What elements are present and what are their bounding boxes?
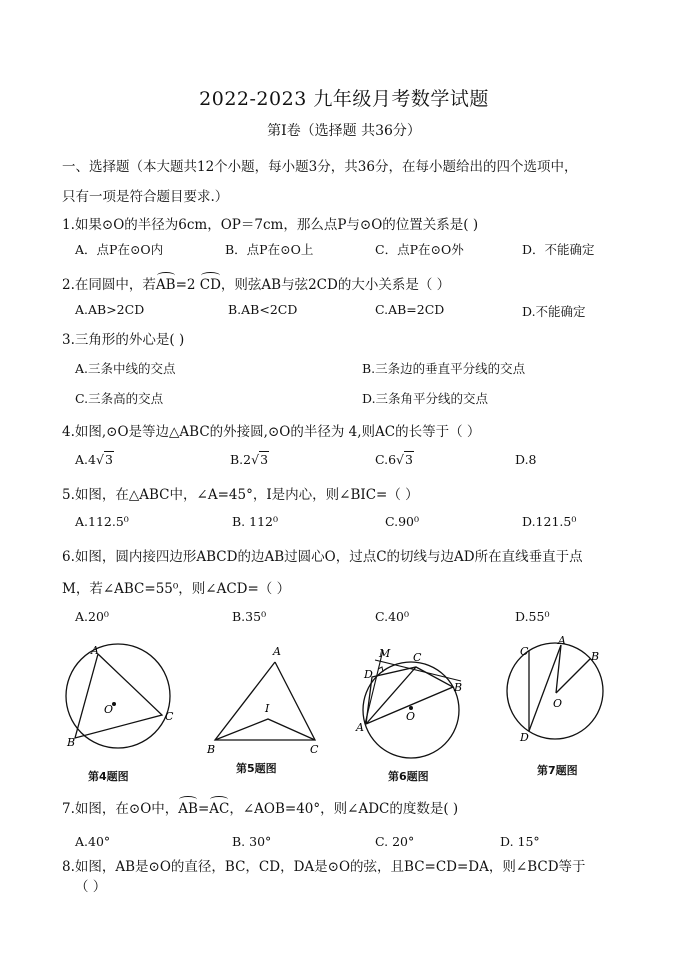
q3-option-a: A.三条中线的交点 [75, 361, 176, 376]
q4-option-b: B.2√3 [230, 452, 269, 467]
fig7-label-b: B [591, 650, 600, 663]
fig5-label-c: C [310, 743, 319, 756]
fig5-label-i: I [265, 702, 270, 715]
q6-option-c: C.40⁰ [375, 609, 410, 624]
q6-stem-line2: M，若∠ABC=55⁰，则∠ACD=（ ） [62, 581, 291, 597]
section-instructions-line2: 只有一项是符合题目要求.） [62, 189, 229, 205]
fig4-label-b: B [67, 736, 76, 749]
q1-option-d: D．不能确定 [522, 242, 595, 257]
figure-6 [352, 640, 477, 765]
figure-7 [500, 634, 625, 765]
fig7-label-d: D [520, 731, 529, 744]
page-title: 2022-2023 九年级月考数学试题 [199, 88, 489, 110]
q6-option-d: D.55⁰ [515, 609, 550, 624]
q5-stem: 5.如图，在△ABC中，∠A=45°，I是内心，则∠BIC=（ ） [62, 487, 419, 503]
arc-ac: AC [209, 801, 230, 817]
q6-option-a: A.20⁰ [75, 609, 109, 624]
q7-option-d: D. 15° [500, 834, 540, 849]
figure-5-caption: 第5题图 [236, 762, 277, 775]
q7-stem-eq: = [197, 801, 210, 817]
fig7-label-o: O [553, 697, 563, 710]
q4-option-a: A.4√3 [75, 452, 113, 467]
q3-option-d: D.三条角平分线的交点 [362, 391, 489, 406]
q2-stem-pre: 2.在同圆中，若 [62, 277, 156, 293]
fig6-label-o: O [406, 710, 416, 723]
fig7-label-c: C [520, 645, 529, 658]
q1-option-c: C．点P在⊙O外 [375, 242, 464, 257]
q1-option-b: B．点P在⊙O上 [225, 242, 314, 257]
q7-stem-post: ，∠AOB=40°，则∠ADC的度数是( ) [229, 801, 459, 817]
q7-option-a: A.40° [75, 834, 111, 849]
arc-ab: AB [155, 277, 176, 293]
q3-option-c: C.三条高的交点 [75, 391, 164, 406]
figure-4-caption: 第4题图 [88, 770, 129, 783]
fig4-label-a: A [91, 644, 99, 657]
q5-option-b: B. 112⁰ [232, 514, 279, 529]
q1-stem: 1.如果⊙O的半径为6cm，OP＝7cm，那么点P与⊙O的位置关系是( ) [62, 217, 479, 233]
fig7-label-a: A [558, 634, 566, 647]
q2-option-b: B.AB<2CD [228, 302, 298, 317]
fig5-label-a: A [273, 645, 281, 658]
fig6-label-d: D [364, 668, 373, 681]
q2-option-a: A.AB>2CD [75, 302, 145, 317]
figure-4 [58, 640, 188, 765]
arc-cd: CD [199, 277, 221, 293]
q3-stem: 3.三角形的外心是( ) [62, 332, 185, 348]
q8-stem-line2: （ ） [75, 879, 107, 895]
fig4-label-c: C [165, 710, 174, 723]
q4-stem: 4.如图,⊙O是等边△ABC的外接圆,⊙O的半径为 4,则AC的长等于（ ） [62, 424, 481, 440]
q2-option-d: D.不能确定 [522, 304, 586, 319]
arc-ab-q7: AB [178, 801, 198, 817]
q2-stem-post: ，则弦AB与弦2CD的大小关系是（ ） [220, 277, 451, 293]
q2-stem [62, 273, 450, 293]
fig6-label-a: A [356, 721, 364, 734]
q2-option-c: C.AB=2CD [375, 302, 445, 317]
fig6-label-b: B [454, 681, 463, 694]
figure-6-caption: 第6题图 [388, 770, 429, 783]
q4-option-d: D.8 [515, 452, 537, 467]
figure-5 [205, 640, 330, 765]
q6-option-b: B.35⁰ [232, 609, 267, 624]
figure-7-caption: 第7题图 [537, 764, 578, 777]
q5-option-c: C.90⁰ [385, 514, 420, 529]
fig6-label-c: C [413, 651, 422, 664]
q5-option-a: A.112.5⁰ [75, 514, 129, 529]
fig4-label-o: O [104, 703, 114, 716]
q3-option-b: B.三条边的垂直平分线的交点 [362, 361, 526, 376]
q6-stem-line1: 6.如图，圆内接四边形ABCD的边AB过圆心O，过点C的切线与边AD所在直线垂直于点 [62, 549, 583, 565]
q7-stem-pre: 7.如图，在⊙O中， [62, 801, 179, 817]
q2-stem-eq: =2 [175, 277, 196, 293]
q7-option-b: B. 30° [232, 834, 272, 849]
section-instructions-line1: 一、选择题（本大题共12个小题，每小题3分，共36分，在每小题给出的四个选项中， [62, 159, 578, 175]
q7-option-c: C. 20° [375, 834, 415, 849]
fig5-label-b: B [207, 743, 216, 756]
q1-option-a: A．点P在⊙O内 [75, 242, 164, 257]
q7-stem [62, 797, 458, 817]
q4-option-c: C.6√3 [375, 452, 413, 467]
q8-stem-line1: 8.如图，AB是⊙O的直径，BC，CD，DA是⊙O的弦，且BC=CD=DA，则∠BCD等于 [62, 859, 586, 875]
section-subtitle: 第Ⅰ卷（选择题 共36分） [267, 123, 421, 139]
q5-option-d: D.121.5⁰ [522, 514, 577, 529]
fig6-label-m: M [379, 647, 391, 660]
